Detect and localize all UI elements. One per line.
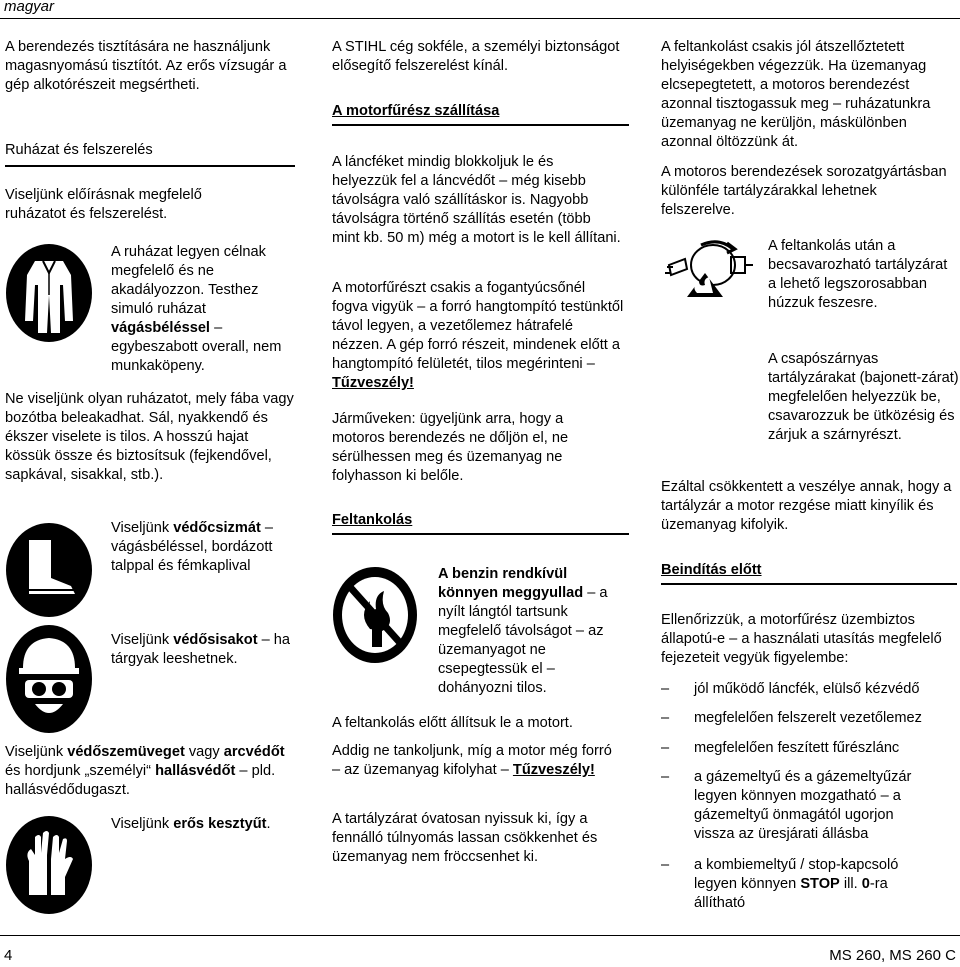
ventilation-paragraph: A feltankolást csakis jól átszellőztetett helyiségekben végezzük. Ha üzemanyag elcsepegtetett, a motoros berendezést azonnal tisztogassuk meg – ruházatunkra üzemanyag ne kerüljön, máskülönben azonnal öltözzünk át. [661,39,931,150]
gloves-text: Viseljünk erős kesztyűt. [111,816,271,832]
heading-clothing: Ruházat és felszerelés [5,141,295,167]
helmet-icon [5,624,93,740]
refuel-stop-engine: A feltankolás előtt állítsuk le a motort. [332,715,573,731]
bayonet-cap-text: A csapószárnyas tartályzárakat (bajonett-zárat) megfelelően helyezzük be, csavarozzuk be ütközésig és zárjuk a szárnyrészt. [768,351,959,443]
overall-icon [5,243,93,349]
header-rule [0,18,960,19]
fuel-warning: A benzin rendkívül könnyen meggyullad – a nyílt lángtól tartsunk megfelelő távolságot – az üzemanyagot ne csepegtessük el – dohányozni tilos. [438,566,608,696]
model-name: MS 260, MS 260 C [829,947,956,964]
stihl-equipment: A STIHL cég sokféle, a személyi biztonságot elősegítő felszerelést kínál. [332,39,620,74]
refuel-hot-engine: Addig ne tankoljunk, míg a motor még forró – az üzemanyag kifolyhat – Tűzveszély! [332,743,612,778]
eye-ear-protection: Viseljünk védőszemüveget vagy arcvédőt és hordjunk „személyi“ hallásvédőt – pld. hallásvédődugaszt. [5,744,285,798]
vibration-warning: Ezáltal csökkentett a veszélye annak, hogy a tartályzár a motor rezgése miatt kinyílik és üzemanyag kifolyik. [661,479,952,533]
clothing-warning: Ne viseljünk olyan ruházatot, mely fába vagy bozótba beleakadhat. Sál, nyakkendő és ékszer viselete is tilos. A hosszú hajat kössük össze és biztosítsuk (fejkendővel, sapkával, sisakkal, stb.). [5,391,294,483]
gloves-icon [5,815,93,921]
heading-refuel: Feltankolás [332,511,629,535]
footer-rule [0,935,960,936]
heading-start: Beindítás előtt [661,561,957,585]
helmet-text: Viseljünk védősisakot – ha tárgyak leeshetnek. [111,632,291,667]
boots-text: Viseljünk védőcsizmát – vágásbéléssel, bordázott talppal és fémkaplival [111,520,273,574]
transport-carry: A motorfűrészt csakis a fogantyúcsőnél fogva vigyük – a forró hangtompító testünktől távol legyen, a vezetőlemez hátrafelé nézzen. A gép forró részeit, mindenek előtt a hangtompító felületét, tilos megérinteni – Tűzveszély! [332,280,624,391]
language-label: magyar [4,0,55,15]
fuel-caps-intro: A motoros berendezések sorozatgyártásban különféle tartályzárakkal lehetnek felszerelve. [661,164,947,218]
refuel-cap-open: A tartályzárat óvatosan nyissuk ki, így a fennálló túlnyomás lassan csökkenhet és üzemanyag nem fröccsenhet ki. [332,811,598,865]
cleaning-paragraph: A berendezés tisztítására ne használjunk magasnyomású tisztítót. Az erős vízsugár a gép alkotórészeit megsértheti. [5,39,287,93]
boots-icon [5,522,93,624]
clothing-text: A ruházat legyen célnak megfelelő és ne akadályozzon. Testhez simuló ruházat vágásbéléssel – egybeszabott overall, nem munkaköpeny. [111,244,282,374]
transport-chainbrake: A láncféket mindig blokkoljuk le és helyezzük fel a láncvédőt – még kisebb távolságra való szállításkor is. Nagyobb távolságra történő szállítás esetén (több mint kb. 50 m) még a motort is le kell állítani. [332,154,621,246]
heading-transport: A motorfűrész szállítása [332,102,629,126]
transport-vehicle: Járműveken: ügyeljünk arra, hogy a motoros berendezés ne dőljön el, ne sérülhessen meg és üzemanyag ne folyhasson ki belőle. [332,411,569,484]
fuel-cap-icon [661,237,757,329]
clothing-intro: Viseljünk előírásnak megfelelő ruházatot és felszerelést. [5,187,202,222]
pre-start-check: Ellenőrizzük, a motorfűrész üzembiztos állapotú-e – a használati utasítás megfelelő fejezeteit vegyük figyelembe: [661,612,942,666]
no-open-flame-icon [332,565,418,671]
screw-cap-text: A feltankolás után a becsavarozható tartályzárat a lehető legszorosabban húzzuk feszesre. [768,238,948,311]
page-number: 4 [4,947,13,964]
